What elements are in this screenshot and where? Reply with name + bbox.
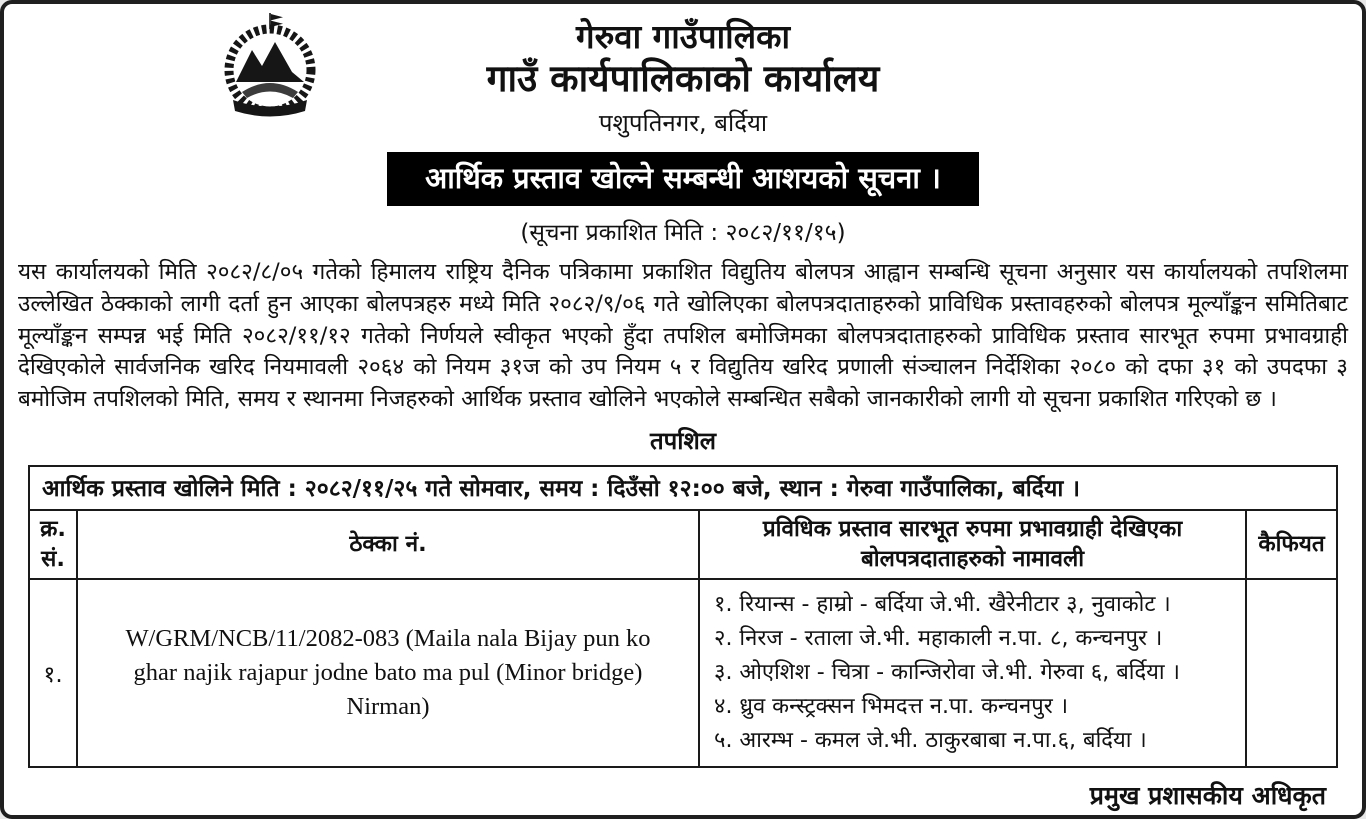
table-header-row [29,510,1337,579]
header-remarks: कैफियत [1246,510,1337,579]
opening-info-cell: आर्थिक प्रस्ताव खोलिने मिति : २०८२/११/२५ गते सोमवार, समय : दिउँसो १२:०० बजे, स्थान : गेरुवा गाउँपालिका, बर्दिया । [29,466,1337,510]
table-opening-info-row [29,466,1337,510]
bidders-list-cell [699,579,1246,767]
signatory-title: प्रमुख प्रशासकीय अधिकृत [1089,781,1326,811]
office-address: पशुपतिनगर, बर्दिया [598,108,768,137]
header-serial-line2: सं. [41,545,65,572]
header-serial-line1: क्र. [40,516,66,543]
header-serial-number [29,510,77,579]
serial-number-cell: १. [29,579,77,767]
header-contract-number: ठेक्का नं. [77,510,699,579]
bidder-item: ३. ओएशिश - चित्रा - कान्जिरोवा जे.भी. गेरुवा ६, बर्दिया । [714,660,1180,686]
notice-title-wrap [4,152,1362,206]
office-name: गाउँ कार्यपालिकाको कार्यालय [486,57,880,101]
nepal-emblem-icon [214,12,326,122]
notice-title: आर्थिक प्रस्ताव खोल्ने सम्बन्धी आशयको सूचना । [387,152,979,206]
letterhead [4,4,1362,139]
published-date-line: (सूचना प्रकाशित मिति : २०८२/११/१५) [520,219,846,246]
bidder-item: १. रियान्स - हाम्रो - बर्दिया जे.भी. खैरेनीटार ३, नुवाकोट । [714,591,1171,617]
table-row [29,579,1337,767]
details-table [28,465,1338,768]
bidder-item: २. निरज - रताला जे.भी. महाकाली न.पा. ८, कन्चनपुर । [714,625,1163,651]
remarks-cell [1246,579,1337,767]
notice-body-paragraph: यस कार्यालयको मिति २०८२/८/०५ गतेको हिमालय राष्ट्रिय दैनिक पत्रिकामा प्रकाशित विद्युतिय बोलपत्र आह्वान सम्बन्धि सूचना अनुसार यस कार्यालयको तपशिलमा उल्लेखित ठेक्काको लागी दर्ता हुन आएका बोलपत्रहरु मध्ये मिति २०८२/९/०६ गते खोलिएका बोलपत्रदाताहरुको प्राविधिक प्रस्तावहरुको बोलपत्र मूल्याँङ्कन समितिबाट मूल्याँङ्कन सम्पन्न भई मिति २०८२/११/१२ गतेको निर्णयले स्वीकृत भएको हुँदा तपशिल बमोजिमका बोलपत्रदाताहरुको प्राविधिक प्रस्ताव सारभूत रुपमा प्रभावग्राही देखिएकोले सार्वजनिक खरिद नियमावली २०६४ को नियम ३१ज को उप नियम ५ र विद्युतिय खरिद प्रणाली संञ्चालन निर्देशिका २०८० को दफा ३१ को उपदफा ३ बमोजिम तपशिलको मिति, समय र स्थानमा निजहरुको आर्थिक प्रस्ताव खोलिने भएकोले सम्बन्धित सबैको जानकारीको लागी यो सूचना प्रकाशित गरिएको छ । [18,258,1348,413]
bidder-item: ४. ध्रुव कन्स्ट्रक्सन भिमदत्त न.पा. कन्चनपुर । [714,694,1069,720]
details-heading: तपशिल [649,427,717,456]
organization-name: गेरुवा गाउँपालिका [575,17,790,56]
header-bidders-list: प्रविधिक प्रस्ताव सारभूत रुपमा प्रभावग्राही देखिएका बोलपत्रदाताहरुको नामावली [699,510,1246,579]
bidder-item: ५. आरम्भ - कमल जे.भी. ठाकुरबाबा न.पा.६, बर्दिया । [714,728,1147,754]
contract-number-cell: W/GRM/NCB/11/2082-083 (Maila nala Bijay pun ko ghar najik rajapur jodne bato ma pul (Minor bridge) Nirman) [77,579,699,767]
